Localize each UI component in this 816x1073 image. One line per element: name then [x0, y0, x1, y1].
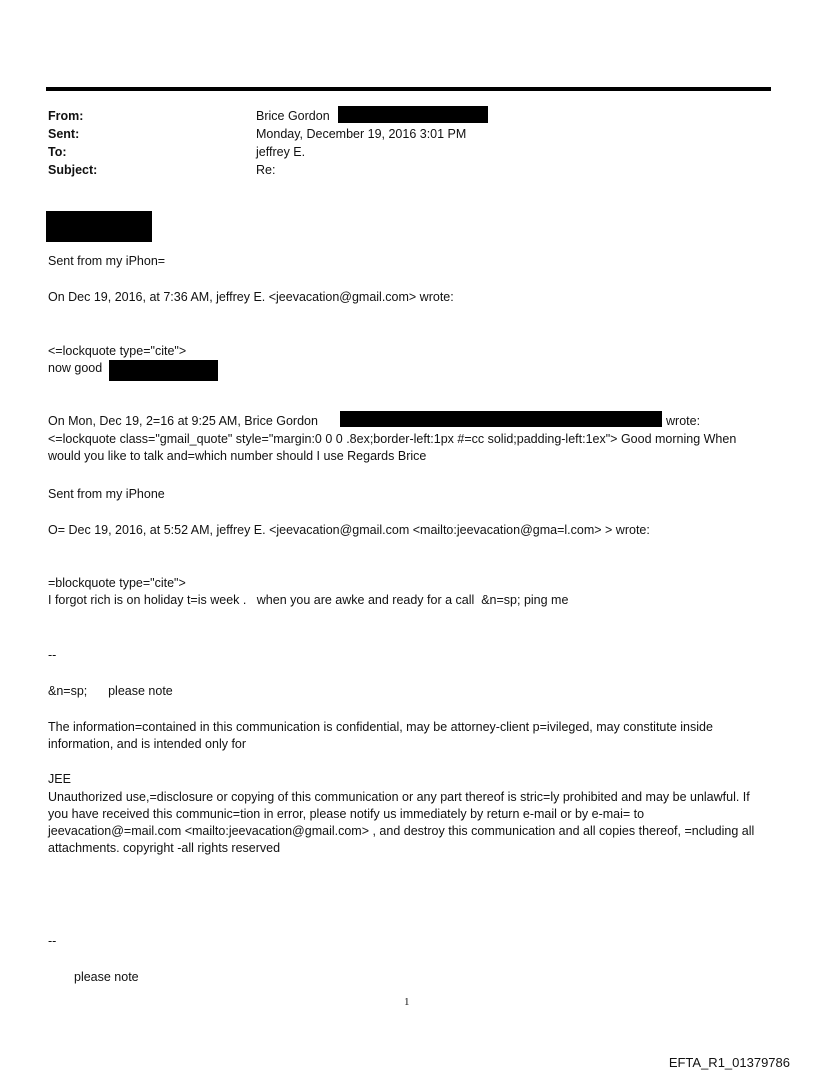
blockquote-line-1: <=lockquote type="cite"> [48, 344, 187, 358]
redaction-now-good [109, 360, 218, 381]
sent-value: Monday, December 19, 2016 3:01 PM [256, 127, 467, 141]
dashes-1: -- [48, 648, 57, 662]
redaction-from-email [338, 106, 488, 123]
from-label: From: [48, 109, 84, 123]
redaction-block-top [46, 211, 152, 242]
forgot-line: I forgot rich is on holiday t=is week . when you are awke and ready for a call &n=sp; ping me [48, 593, 569, 607]
on-line-3: O= Dec 19, 2016, at 5:52 AM, jeffrey E. <jeevacation@gmail.com <mailto:jeevacation@gma=l.com> > wrote: [48, 523, 650, 537]
subject-label: Subject: [48, 163, 98, 177]
sent-label: Sent: [48, 127, 80, 141]
blockquote-line-2: =blockquote type="cite"> [48, 576, 186, 590]
now-good-line: now good [48, 361, 103, 375]
on-line-2-end: wrote: [666, 414, 701, 428]
bates-number: EFTA_R1_01379786 [668, 1055, 790, 1070]
nbsp-note-line: &n=sp; please note [48, 684, 173, 698]
confidential-paragraph: The information=contained in this communication is confidential, may be attorney-client p=ivileged, may constitute inside information, and is intended only for [48, 720, 713, 751]
sent-from-line-2: Sent from my iPhone [48, 487, 165, 501]
jee-line: JEE [48, 772, 71, 786]
on-line-1: On Dec 19, 2016, at 7:36 AM, jeffrey E. <jeevacation@gmail.com> wrote: [48, 290, 454, 304]
sent-from-line-1: Sent from my iPhon= [48, 254, 166, 268]
unauthorized-paragraph: Unauthorized use,=disclosure or copying of this communication or any part thereof is stric=ly prohibited and may be unlawful. If you have received this communic=tion in error, please notify us immediately by return e-mail or by e-mai= to jeevacation@=mail.com <mailto:jeevacation@gmail.com> , and destroy this communication and all copies thereof, =ncluding all attachments. copyright -all rights reserved [48, 790, 755, 855]
page-number: 1 [404, 996, 410, 1008]
dashes-2: -- [48, 934, 57, 948]
subject-value: Re: [256, 163, 276, 177]
please-note-line: please note [74, 970, 139, 984]
redaction-brice-email [340, 411, 662, 427]
to-value: jeffrey E. [256, 145, 306, 159]
on-line-2-start: On Mon, Dec 19, 2=16 at 9:25 AM, Brice Gordon [48, 414, 318, 428]
from-value: Brice Gordon [256, 109, 330, 123]
to-label: To: [48, 145, 67, 159]
header-rule [46, 87, 771, 91]
gmail-quote-paragraph: <=lockquote class="gmail_quote" style="margin:0 0 0 .8ex;border-left:1px #=cc solid;padding-left:1ex"> Good morning When would you like to talk and=which number should I use Regards Brice [48, 432, 737, 463]
